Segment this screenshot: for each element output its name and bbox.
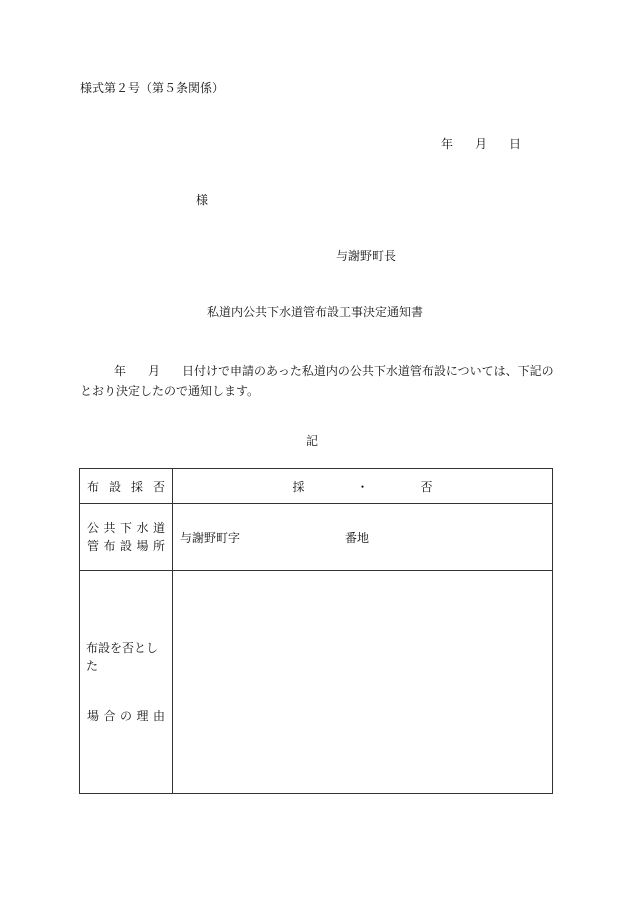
table-row-location	[80, 504, 553, 571]
notice-body	[80, 361, 554, 401]
decision-choice-cell	[173, 469, 553, 504]
label-char: 水	[136, 521, 149, 535]
label-char: 管	[87, 539, 100, 553]
label-char: 共	[103, 521, 116, 535]
body-year: 年	[114, 364, 127, 378]
label-char: 布	[87, 479, 100, 494]
label-char: の	[119, 709, 132, 723]
reject-option: 否	[420, 479, 433, 494]
addressee: 様	[196, 193, 209, 207]
issuer: 与謝野町長	[336, 249, 397, 263]
date-year: 年	[441, 137, 454, 151]
date-line	[441, 137, 521, 151]
table-row-decision	[80, 469, 553, 504]
label-char: 設	[119, 539, 132, 553]
label-reason	[80, 571, 173, 794]
location-cell	[173, 504, 553, 571]
body-text: 日付けで申請のあった私道内の公共下水道管布設については、下記のとおり決定したので通知します。	[80, 364, 554, 398]
label-char: 布	[103, 539, 116, 553]
reason-label-line1: 布設を否とした	[86, 641, 159, 673]
label-char: 合	[103, 709, 116, 723]
date-day: 日	[509, 137, 522, 151]
label-char: 採	[130, 479, 143, 494]
table-row-reason	[80, 571, 553, 794]
label-char: 設	[108, 479, 121, 494]
label-char: 由	[152, 709, 165, 723]
label-char: 否	[152, 479, 165, 494]
place-prefix: 与謝野町字	[180, 530, 241, 545]
label-char: 場	[87, 709, 100, 723]
label-char: 所	[152, 539, 165, 553]
label-char: 下	[119, 521, 132, 535]
reason-cell	[173, 571, 553, 794]
label-char: 道	[152, 521, 165, 535]
label-char: 場	[136, 539, 149, 553]
document-title	[0, 305, 630, 319]
date-month: 月	[475, 137, 488, 151]
document-title-text: 私道内公共下水道管布設工事決定通知書	[206, 305, 423, 319]
label-char: 理	[136, 709, 149, 723]
ki-heading: 記	[306, 434, 319, 448]
label-char: 公	[87, 521, 100, 535]
form-number: 様式第２号（第５条関係）	[80, 81, 225, 95]
decision-table	[79, 468, 553, 794]
place-suffix: 番地	[345, 530, 370, 545]
choice-separator: ・	[356, 479, 369, 494]
adopt-option: 採	[292, 479, 305, 494]
label-location	[80, 504, 173, 571]
body-month: 月	[148, 364, 161, 378]
reason-label-line2	[86, 707, 166, 725]
label-decision	[80, 469, 173, 504]
